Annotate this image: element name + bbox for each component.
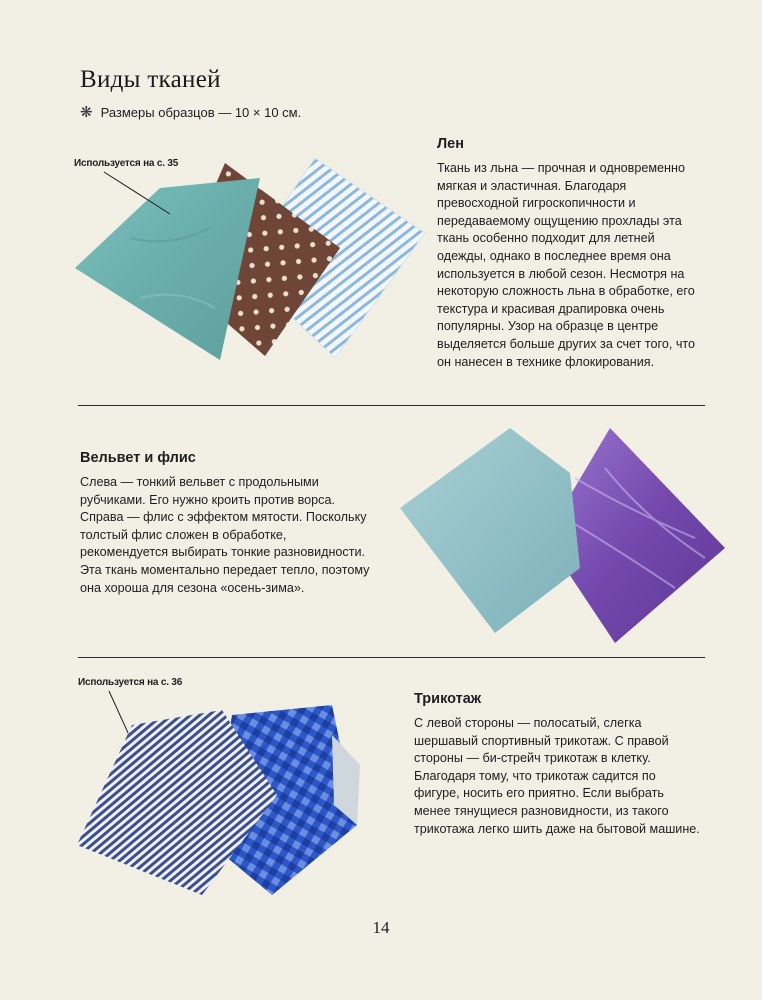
- knit-heading: Трикотаж: [414, 691, 482, 707]
- velvet-fleece-illustration: [395, 418, 735, 658]
- knit-text: С левой стороны — полосатый, слегка шершавый спортивный трикотаж. С правой стороны — би-стрейч трикотаж в клетку. Благодаря тому, что трикотаж садится по фигуре, носить его приятно. Если выбрать менее тянущиеся разновидности, из такого трикотажа легко шить даже на бытовой машине.: [414, 716, 700, 836]
- linen-callout-leader: [100, 168, 190, 228]
- page-number: 14: [372, 918, 390, 937]
- subtitle-text: Размеры образцов — 10 × 10 см.: [100, 104, 302, 120]
- velvet-swatch: [400, 428, 580, 633]
- divider-1: [78, 405, 705, 406]
- page-title: Виды тканей: [80, 66, 221, 93]
- linen-heading: Лен: [437, 136, 464, 152]
- knit-section: [414, 691, 704, 838]
- velvet-fleece-section: [80, 450, 370, 597]
- knit-callout: Используется на с. 36: [78, 677, 183, 688]
- divider-2: [78, 657, 705, 658]
- velvet-fleece-heading: Вельвет и флис: [80, 450, 196, 466]
- linen-callout: Используется на с. 35: [74, 158, 179, 169]
- velvet-fleece-text: Слева — тонкий вельвет с продольными рубчиками. Его нужно кроить против ворса. Справа — флис с эффектом мятости. Поскольку толстый флис сложен в обработке, рекомендуется выбирать тонкие разновидности. Эта ткань моментально передает тепло, поэтому она хороша для сезона «осень-зима».: [80, 475, 370, 595]
- subtitle: [80, 103, 301, 121]
- snowflake-icon: ❋: [80, 104, 93, 121]
- linen-text: Ткань из льна — прочная и одновременно мягкая и эластичная. Благодаря превосходной гигроскопичности и передаваемому ощущению прохлады эта ткань особенно подходит для летней одежды, однако в последнее время она используется в любой сезон. Несмотря на некоторую сложность льна в обработке, его текстура и красивая драпировка очень популярны. Узор на образце в центре выделяется больше других за счет того, что он нанесен в технике флокирования.: [437, 161, 696, 369]
- knit-illustration: [72, 695, 372, 905]
- linen-section: [437, 136, 705, 371]
